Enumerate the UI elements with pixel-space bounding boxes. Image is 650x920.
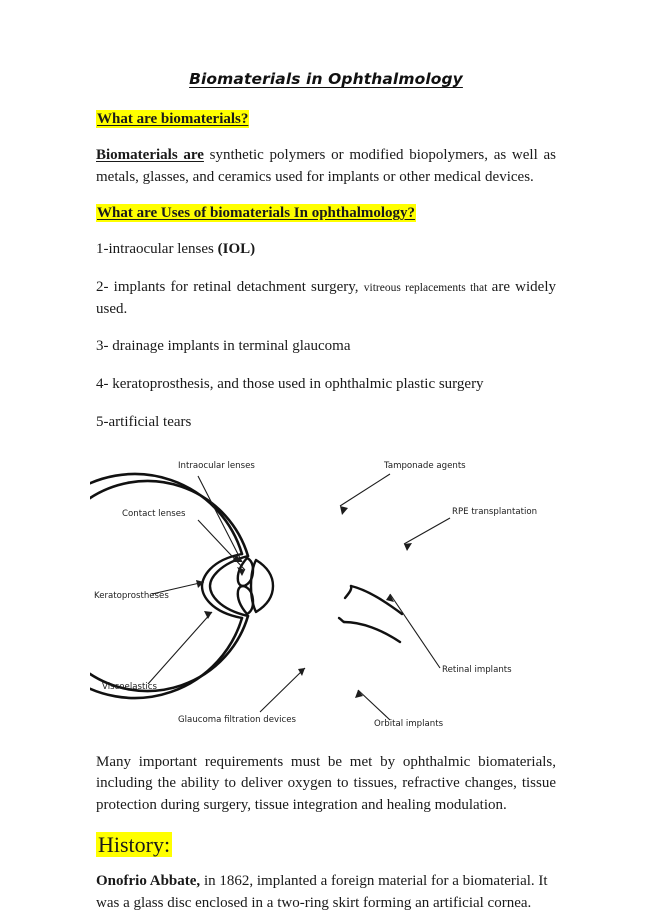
paragraph-history <box>96 871 556 915</box>
list-item-1-text: 1-intraocular lenses <box>96 241 218 257</box>
definition-lead-in: Biomaterials are <box>96 146 204 163</box>
figure-label-rpe-transplantation: RPE transplantation <box>452 506 538 517</box>
document-content <box>96 70 556 920</box>
paragraph-biomaterials-definition <box>96 145 556 189</box>
list-item-4: 4- keratoprosthesis, and those used in ophthalmic plastic surgery <box>96 376 484 392</box>
list-item-2-part2: are widely used. <box>96 278 556 317</box>
heading-what-are-biomaterials <box>96 110 556 129</box>
figure-label-contact-lenses: Contact lenses <box>122 508 186 519</box>
figure-label-retinal-implants: Retinal implants <box>442 664 512 675</box>
list-item-2-part1: 2- implants for retinal detachment surgery, <box>96 278 364 295</box>
list-item-2-small-run: vitreous replacements that <box>363 281 492 294</box>
heading-uses-of-biomaterials-text: What are Uses of biomaterials In ophthalmology? <box>97 205 416 222</box>
figure-label-intraocular-lenses: Intraocular lenses <box>178 460 255 471</box>
eye-biomaterials-diagram <box>90 450 550 742</box>
figure-label-orbital-implants: Orbital implants <box>374 718 444 729</box>
paragraph-requirements: Many important requirements must be met by ophthalmic biomaterials, including the ability to deliver oxygen to tissues, refractive changes, tissue protection during surgery, tissue integration and healing modulation. <box>96 753 556 813</box>
heading-uses-of-biomaterials <box>96 204 556 223</box>
list-item-1 <box>96 239 556 261</box>
list-item-2 <box>96 277 556 321</box>
history-person-name: Onofrio Abbate, <box>96 872 201 889</box>
list-item-1-bold: (IOL) <box>217 241 256 257</box>
history-body: in 1862, implanted a foreign material for a biomaterial. It was a glass disc enclosed in a two-ring skirt forming an artificial cornea. <box>96 872 548 911</box>
figure-label-viscoelastics: Viscoelastics <box>102 681 157 692</box>
heading-what-are-biomaterials-text: What are biomaterials? <box>97 111 249 127</box>
figure-label-keratoprostheses: Keratoprostheses <box>94 590 169 601</box>
figure-label-tamponade-agents: Tamponade agents <box>384 460 466 471</box>
figure-label-glaucoma-filtration-devices: Glaucoma filtration devices <box>178 714 296 725</box>
list-item-3: 3- drainage implants in terminal glaucoma <box>96 338 351 355</box>
heading-history <box>96 833 556 857</box>
heading-history-text: History: <box>98 831 171 857</box>
definition-body: synthetic polymers or modified biopolymers, as well as metals, glasses, and ceramics used for implants or other medical devices. <box>96 146 556 185</box>
page-title: Biomaterials in Ophthalmology <box>189 70 463 88</box>
list-item-5: 5-artificial tears <box>96 413 192 430</box>
